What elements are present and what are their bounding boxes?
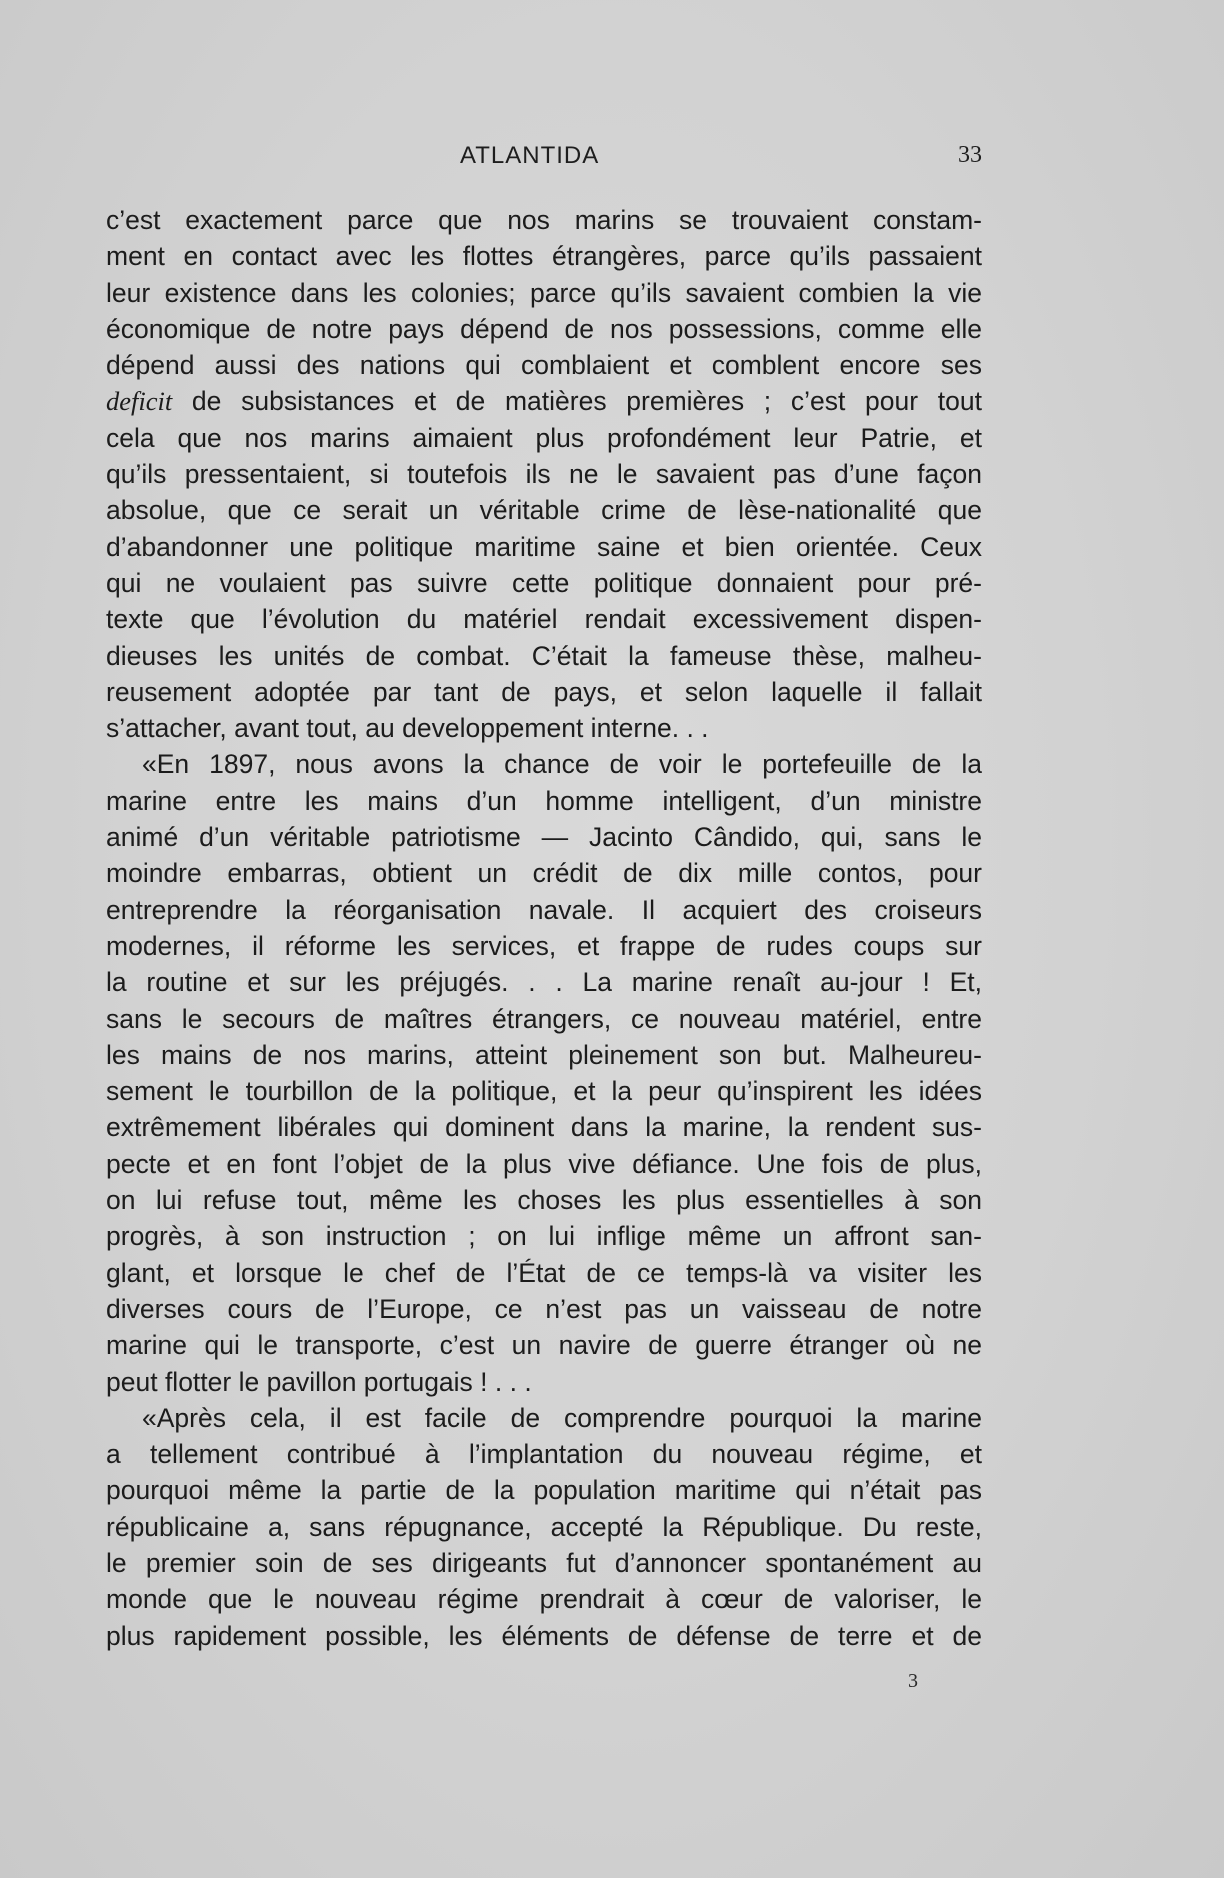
text-line: cela que nos marins aimaient plus profondément leur Patrie, et (106, 422, 982, 453)
text-line: dieuses les unités de combat. C’était la fameuse thèse, malheu- (106, 640, 982, 671)
text-line: la routine et sur les préjugés. . . La marine renaît au-jour ! Et, (106, 967, 982, 998)
text-line: plus rapidement possible, les éléments de défense de terre et de (106, 1620, 982, 1651)
text-line: pourquoi même la partie de la population maritime qui n’était pas (106, 1475, 982, 1506)
text-line: texte que l’évolution du matériel rendait excessivement dispen- (106, 604, 982, 635)
page-number: 33 (958, 142, 982, 168)
text-line: sement le tourbillon de la politique, et la peur qu’inspirent les idées (106, 1076, 982, 1107)
text-line: a tellement contribué à l’implantation du nouveau régime, et (106, 1439, 982, 1470)
text-line: ment en contact avec les flottes étrangères, parce qu’ils passaient (106, 241, 982, 272)
text-line: on lui refuse tout, même les choses les plus essentielles à son (106, 1185, 982, 1216)
text-line: dépend aussi des nations qui comblaient et comblent encore ses (106, 350, 982, 381)
text-line: les mains de nos marins, atteint pleinement son but. Malheureu- (106, 1039, 982, 1070)
text-line: s’attacher, avant tout, au developpement interne. . . (106, 713, 709, 744)
text-line: monde que le nouveau régime prendrait à cœur de valoriser, le (106, 1584, 982, 1615)
text-line: républicaine a, sans répugnance, accepté la République. Du reste, (106, 1511, 982, 1542)
text-line: peut flotter le pavillon portugais ! . . . (106, 1366, 532, 1397)
text-line: qui ne voulaient pas suivre cette politique donnaient pour pré- (106, 567, 982, 598)
text-line: pecte et en font l’objet de la plus vive défiance. Une fois de plus, (106, 1148, 982, 1179)
text-line: entreprendre la réorganisation navale. Il acquiert des croiseurs (106, 894, 982, 925)
text-line: économique de notre pays dépend de nos possessions, comme elle (106, 313, 982, 344)
text-line: diverses cours de l’Europe, ce n’est pas un vaisseau de notre (106, 1293, 982, 1324)
body-text (106, 202, 982, 1654)
text-line: extrêmement libérales qui dominent dans la marine, la rendent sus- (106, 1112, 982, 1143)
text-line: sans le secours de maîtres étrangers, ce nouveau matériel, entre (106, 1003, 982, 1034)
text-line: marine entre les mains d’un homme intelligent, d’un ministre (106, 785, 982, 816)
text-line: c’est exactement parce que nos marins se trouvaient constam- (106, 205, 982, 235)
text-line: marine qui le transporte, c’est un navire de guerre étranger où ne (106, 1330, 982, 1361)
running-title: ATLANTIDA (460, 142, 600, 169)
italic-word: deficit (106, 386, 173, 417)
text-line: modernes, il réforme les services, et frappe de rudes coups sur (106, 930, 982, 961)
signature-mark: 3 (908, 1670, 918, 1692)
text-line: leur existence dans les colonies; parce qu’ils savaient combien la vie (106, 277, 982, 308)
text-line: moindre embarras, obtient un crédit de dix mille contos, pour (106, 858, 982, 889)
text-line: animé d’un véritable patriotisme — Jacinto Cândido, qui, sans le (106, 822, 982, 853)
text-line-rest: de subsistances et de matières premières ; c’est pour tout (172, 386, 982, 417)
text-line: d’abandonner une politique maritime saine et bien orientée. Ceux (106, 531, 982, 562)
paragraph-start-line: «En 1897, nous avons la chance de voir le portefeuille de la (142, 749, 982, 780)
text-line: qu’ils pressentaient, si toutefois ils ne le savaient pas d’une façon (106, 459, 982, 490)
text-line (106, 383, 982, 419)
text-line: reusement adoptée par tant de pays, et selon laquelle il fallait (106, 676, 982, 707)
text-line: progrès, à son instruction ; on lui inflige même un affront san- (106, 1221, 982, 1252)
text-line: le premier soin de ses dirigeants fut d’annoncer spontanément au (106, 1547, 982, 1578)
text-line: absolue, que ce serait un véritable crime de lèse-nationalité que (106, 495, 982, 526)
paragraph-start-line: «Après cela, il est facile de comprendre pourquoi la marine (142, 1402, 982, 1433)
text-line: glant, et lorsque le chef de l’État de ce temps-là va visiter les (106, 1257, 982, 1288)
